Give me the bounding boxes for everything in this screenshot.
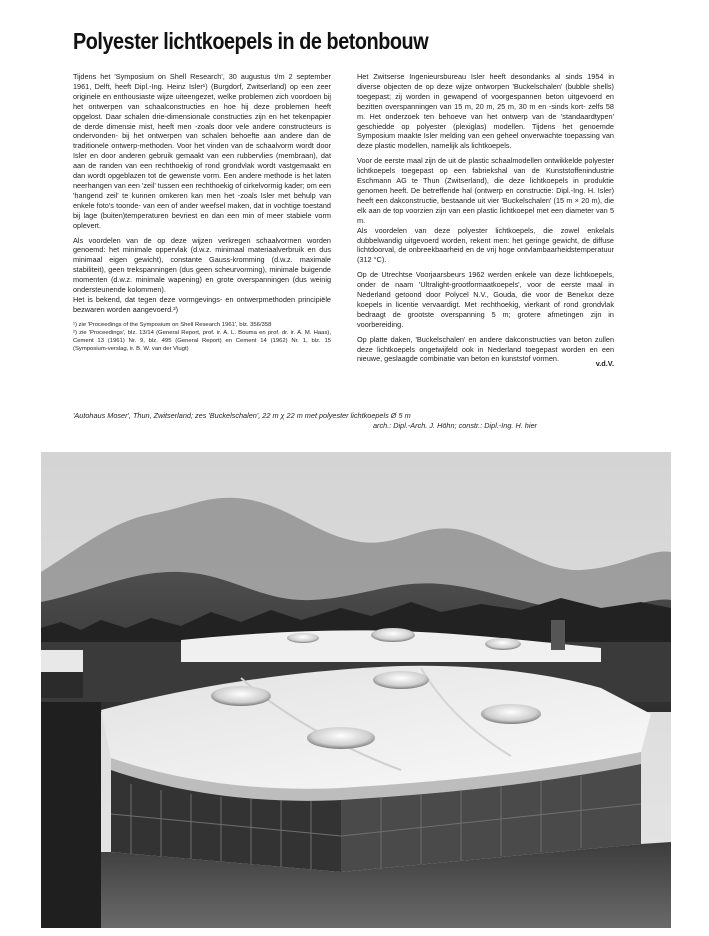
caption-line-2: arch.: Dipl.-Arch. J. Höhn; constr.: Dipl.-Ing. H. hier [373,421,537,430]
caption-line-1: 'Autohaus Moser', Thun, Zwitserland; zes 'Buckelschalen', 22 m χ 22 m met polyester lichtkoepels Ø 5 m [73,411,411,420]
left-shadow [41,702,101,928]
right-paragraph-4: Op de Utrechtse Voorjaarsbeurs 1962 werden enkele van deze lichtkoepels, onder de naam 'Ultralight-grootformaatkoepels', voor de eerste maal in Nederland getoond door Polycel N.V., Gouda, die voor de Benelux deze koepels in licentie vervaardigt. Met rechthoekig, vierkant of rond grondvlak bedraagt de grootste overspanning 5 m; grotere afmetingen zijn in voorbereiding. [357,270,614,329]
footnotes [73,321,331,354]
left-paragraph-2: Als voordelen van de op deze wijzen verkregen schaalvormen worden genoemd: het minimale oppervlak (d.w.z. minimaal materiaalverbruik en dus minimaal eigen gewicht), constante Gauss-kromming (d.w.z. maximale stabiliteit), geen trekspanningen (dus geen scheurvorming), minimale buigende momenten (d.w.z. minimale wapening) en grote overspanningen (dus weinig ondersteunende kolommen). [73,235,331,295]
building-photo [41,452,671,928]
right-column [357,72,614,369]
building-photo-illustration [41,452,671,928]
right-paragraph-2: Voor de eerste maal zijn de uit de plastic schaalmodellen ontwikkelde polyester lichtkoepels toegepast op een fabriekshal van de Kunststoffenindustrie Eschmann AG te Thun (Zwitserland), die deze lichtkoepels in produktie genomen heeft. De betreffende hal (ontwerp en constructie: Dipl.-Ing. H. Isler) heeft een dakconstructie, bestaande uit vier 'Buckelschalen' (15 m × 20 m), die elk aan de top voorzien zijn van een plastic lichtkoepel met een diameter van 5 m. [357,156,614,225]
photo-caption [73,411,633,431]
footnote-1: ¹) zie 'Proceedings of the Symposium on Shell Research 1961', blz. 356/358 [73,321,272,328]
left-paragraph-1: Tijdens het 'Symposium on Shell Research', 30 augustus t/m 2 september 1961, Delft, heeft Dipl.-Ing. Heinz Isler¹) (Burgdorf, Zwitserland) op een zeer originele en enthousiaste wijze uiteengezet, welke problemen zich voordoen bij het ontwerpen van schaalconstructies en hoe hij deze problemen heeft opgelost. Daar schalen drie-dimensionale constructies zijn en het tekenpapier de derde dimensie mist, heeft men -zoals door vele andere constructeurs is ondervonden- bij het ontwerpen van schalen behoefte aan andere dan de traditionele ontwerp-methoden. Voor het vinden van de schaalvorm wordt door Isler en door anderen gebruik gemaakt van een rubbervlies (membraan), dat aan de randen van een rechthoekig of rond grondvlak wordt vastgemaakt en dan wordt opgeblazen tot de gewenste vorm. Een andere methode is het laten neerhangen van een 'zeil' tussen een rechthoekig of cirkelvormig kader; om een 'hangend zeil' te kunnen omkeren kan men het -zoals Isler met behulp van enkele foto's toonde- van een of ander weefsel maken, dat in vochtige toestand bij lage (buiten)temperaturen bevriest en dan een min of meer stabiele vorm oplevert. [73,72,331,230]
left-column [73,72,331,354]
right-paragraph-1: Het Zwitserse Ingenieursbureau Isler heeft desondanks al sinds 1954 in diverse objecten de op deze wijze ontworpen 'Buckelschalen' (bubble shells) toegepast; zij worden in gewapend of voorgespannen beton uitgevoerd en bezitten overspanningen van 15 m, 20 m, 25 m, 30 m en -sinds kort- zelfs 58 m. Het onderzoek ten behoeve van het ontwerp van de 'standaardtypen' geschiedde op polyester (plexiglas) modellen. Tijdens het genoemde Symposium maakte Isler melding van een geheel onverwachte toepassing van deze plastic modellen, namelijk als lichtkoepels. [357,72,614,151]
right-paragraph-5: Op platte daken, 'Buckelschalen' en andere dakconstructies van beton zullen deze lichtkoepels ongetwijfeld ook in Nederland toegepast worden en een nieuwe, geslaagde combinatie van beton en kunststof vormen. [357,334,614,364]
footnote-2: ²) zie 'Proceedings', blz. 13/14 (General Report, prof. ir. A. L. Bouma en prof. dr. ir. A. M. Haas), Cement 13 (1961) Nr. 9, blz. 495 (General Report) en Cement 14 (1962) Nr. 1, blz. 15 (Symposium-verslag, ir. B. W. van der Vlugt) [73,329,331,353]
left-paragraph-3: Het is bekend, dat tegen deze vormgevings- en ontwerpmethoden principiële bezwaren worden aangevoerd.²) [73,294,331,314]
left-building [41,650,83,698]
article-title: Polyester lichtkoepels in de betonbouw [73,28,429,54]
right-paragraph-3: Als voordelen van deze polyester lichtkoepels, die zowel enkelals dubbelwandig uitgevoerd worden, rekent men: het geringe gewicht, de diffuse lichtdoorval, de onbreekbaarheid en de vrij hoge ontvlambaarheidstemperatuur (312 °C). [357,225,614,265]
author-signature: v.d.V. [595,359,614,369]
